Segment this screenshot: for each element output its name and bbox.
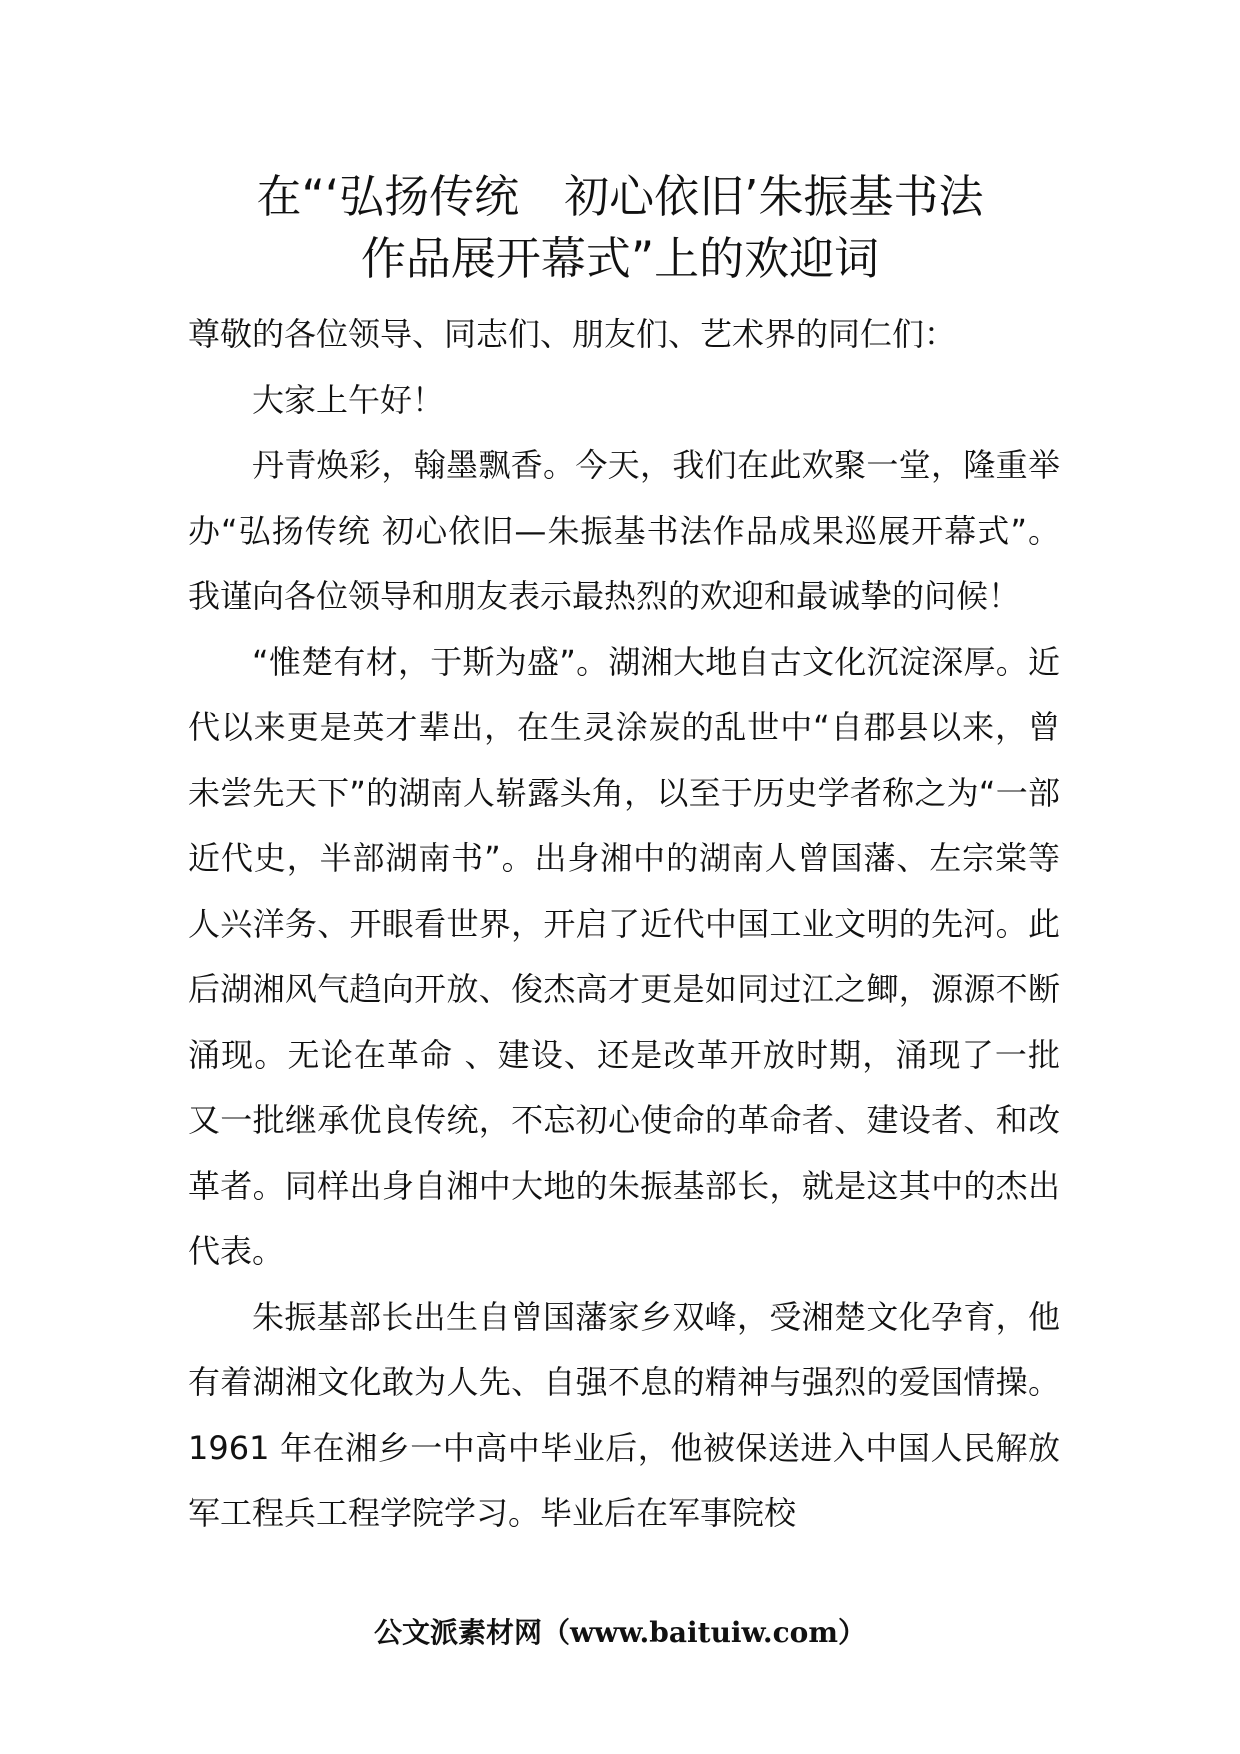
footer-watermark: 公文派素材网（www.baituiw.com）	[374, 1616, 866, 1649]
document-title	[150, 166, 1090, 290]
paragraph-greeting: 大家上午好！	[252, 380, 445, 419]
title-line-2: 作品展开幕式”上的欢迎词	[360, 232, 880, 285]
paragraph-huxiang-culture: “惟楚有材，于斯为盛”。湖湘大地自古文化沉淀深厚。近代以来更是英才辈出，在生灵涂炭的乱世中“自郡县以来，曾未尝先天下”的湖南人崭露头角，以至于历史学者称之为“一部近代史，半部湖南书”。出身湘中的湖南人曾国藩、左宗棠等人兴洋务、开眼看世界，开启了近代中国工业文明的先河。此后湖湘风气趋向开放、俊杰高才更是如同过江之鲫，源源不断涌现。无论在革命 、建设、还是改革开放时期，涌现了一批又一批继承优良传统，不忘初心使命的革命者、建设者、和改革者。同样出身自湘中大地的朱振基部长，就是这其中的杰出代表。	[188, 642, 1060, 1270]
paragraph-biography: 朱振基部长出生自曾国藩家乡双峰，受湘楚文化孕育，他有着湖湘文化敢为人先、自强不息的精神与强烈的爱国情操。1961 年在湘乡一中高中毕业后，他被保送进入中国人民解放军工程兵工程学院学习。毕业后在军事院校	[188, 1297, 1060, 1532]
paragraph-welcome: 丹青焕彩，翰墨飘香。今天，我们在此欢聚一堂，隆重举办“弘扬传统 初心依旧—朱振基书法作品成果巡展开幕式”。我谨向各位领导和朋友表示最热烈的欢迎和最诚挚的问候！	[188, 446, 1060, 615]
title-line-1: 在“‘弘扬传统 初心依旧’朱振基书法	[256, 170, 984, 223]
document-body	[188, 302, 1060, 1547]
salutation: 尊敬的各位领导、同志们、朋友们、艺术界的同仁们：	[188, 315, 957, 353]
